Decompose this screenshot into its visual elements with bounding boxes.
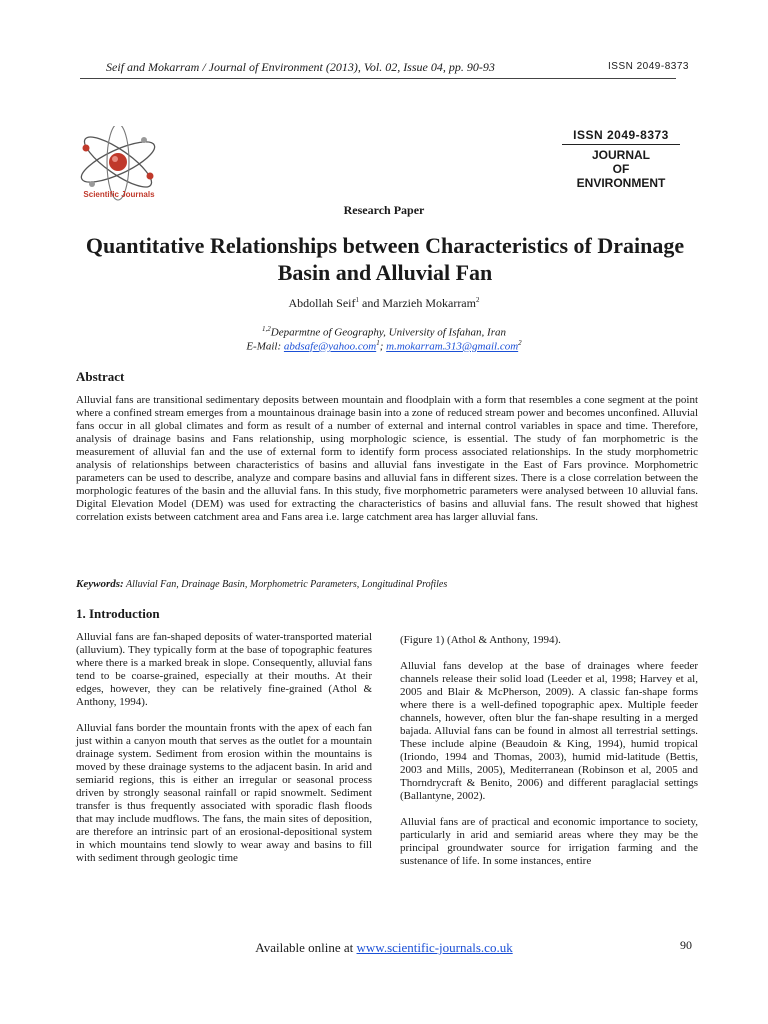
footer-website-link[interactable]: www.scientific-journals.co.uk (356, 940, 513, 955)
email-2-sup: 2 (518, 339, 522, 347)
footer-prefix: Available online at (255, 940, 357, 955)
introduction-heading: 1. Introduction (76, 606, 160, 621)
header-issn: ISSN 2049-8373 (608, 61, 689, 72)
affiliation (0, 325, 768, 339)
keywords (76, 578, 698, 590)
abstract-heading: Abstract (76, 369, 125, 384)
keywords-label: Keywords: (76, 578, 124, 590)
author-2: and Marzieh Mokarram (359, 296, 476, 310)
email-label: E-Mail: (246, 340, 284, 353)
footer (0, 940, 768, 956)
paper-title: Quantitative Relationships between Characteristics of Drainage Basin and Alluvial Fan (85, 233, 685, 285)
author-1-sup: 1 (355, 296, 360, 304)
email-1-sup: 1 (376, 339, 380, 347)
intro-paragraph: Alluvial fans are fan-shaped deposits of water-transported material (alluvium). They typically form at the base of topographic features where there is a marked break in slope. Consequently, alluvial fans tend to be coarse-grained, especially at their mouths. At their edges, however, they can be relatively fine-grained (Athol & Anthony, 1994). (76, 631, 372, 708)
running-head: Seif and Mokarram / Journal of Environment (2013), Vol. 02, Issue 04, pp. 90-93 (106, 60, 495, 74)
author-1: Abdollah Seif (288, 296, 356, 310)
intro-paragraph: Alluvial fans are of practical and economic importance to society, particularly in arid and semiarid areas where they may be the principal groundwater source for irrigation farming and the sustenance of life. In some instances, entire (400, 816, 698, 867)
affiliation-text: Deparmtne of Geography, University of Isfahan, Iran (270, 326, 506, 339)
journal-badge (562, 128, 680, 196)
email-link-1[interactable]: abdsafe@yahoo.com (283, 340, 377, 353)
intro-right-column (400, 634, 698, 881)
journal-badge-issn: ISSN 2049-8373 (562, 128, 680, 145)
emails (0, 339, 768, 353)
intro-left-column (76, 631, 372, 878)
logo-text: Scientific Journals (83, 190, 155, 199)
header-rule (80, 78, 676, 79)
author-2-sup: 2 (475, 296, 480, 304)
intro-paragraph: Alluvial fans develop at the base of drainages where feeder channels release their solid load (Leeder et al, 1998; Harvey et al, 2005 and Blair & McPherson, 2009). A classic fan-shape forms where there is a well-defined topographic apex. Multiple feeder channels, however, often blur the fan-shape resulting in a merged bajada. Alluvial fans can be found in almost all terrestrial settings. These include alpine (Beaudoin & King, 1994), humid tropical (Iriondo, 1994 and Thomas, 2003), humid mid-latitude (Bettis, 2003 and Mills, 2005), Mediterranean (Robinson et al, 2005 and Thorndrycraft & Benito, 2006) and different paraglacial settings (Ballantyne, 2002). (400, 660, 698, 802)
page-number: 90 (680, 938, 692, 952)
email-separator: ; (379, 340, 387, 353)
abstract-text: Alluvial fans are transitional sedimentary deposits between mountain and floodplain with a form that resembles a cone segment at the point where a confined stream emerges from a mountainous drainage basin into a zone of reduced stream power and becomes unconfined. Alluvial fans occur in all global climates and form as result of a number of external and internal control variables in space and time. Therefore, analysis of drainage basins and Fans relationship, using morphologic science, is essential. The study of fan morphometric is the measurement of alluvial fan and the use of external form to identify form process associated relationships. In the study morphometric analysis of relationships between characteristics of basins and alluvial fans investigate in the East of Fars province. Morphometric parameters can be used to describe, analyze and compare basins and alluvial fans in different sizes. There is a close correlation between the morphologic features of the basin and the alluvial fans. In this study, five morphometric parameters were analysed between 10 alluvial fans. Digital Elevation Model (DEM) was used for extracting the characteristics of basins and alluvial fans. The result showed that highest correlation exists between catchment area and Fans area i.e. large catchment area has larger alluvial fans. (76, 394, 698, 523)
journal-badge-name-2: OF (612, 162, 630, 176)
affiliation-sup: 1,2 (262, 325, 271, 333)
journal-badge-name-3: ENVIRONMENT (576, 176, 666, 190)
journal-badge-name-1: JOURNAL (591, 148, 650, 162)
authors (0, 296, 768, 311)
paper-type: Research Paper (343, 203, 425, 217)
keywords-value: Alluvial Fan, Drainage Basin, Morphometric Parameters, Longitudinal Profiles (123, 579, 448, 590)
intro-paragraph: Alluvial fans border the mountain fronts with the apex of each fan just within a canyon mouth that serves as the outlet for a mountain drainage system. Sediment from erosion within the mountains is moved by these drainage systems to the adjacent basin. In arid and semiarid regions, this is either an irregular or seasonal process driven by strongly seasonal rainfall or rapid snowmelt. Sediment transfer is thus frequently associated with sporadic flash floods that may include mudflows. The fans, the main sites of deposition, are therefore an intrinsic part of an erosional-depositional system in which mountains tend slowly to wear away and basins to fill with sediment through geologic time (76, 722, 372, 864)
intro-paragraph: (Figure 1) (Athol & Anthony, 1994). (400, 634, 561, 646)
email-link-2[interactable]: m.mokarram.313@gmail.com (386, 340, 519, 353)
